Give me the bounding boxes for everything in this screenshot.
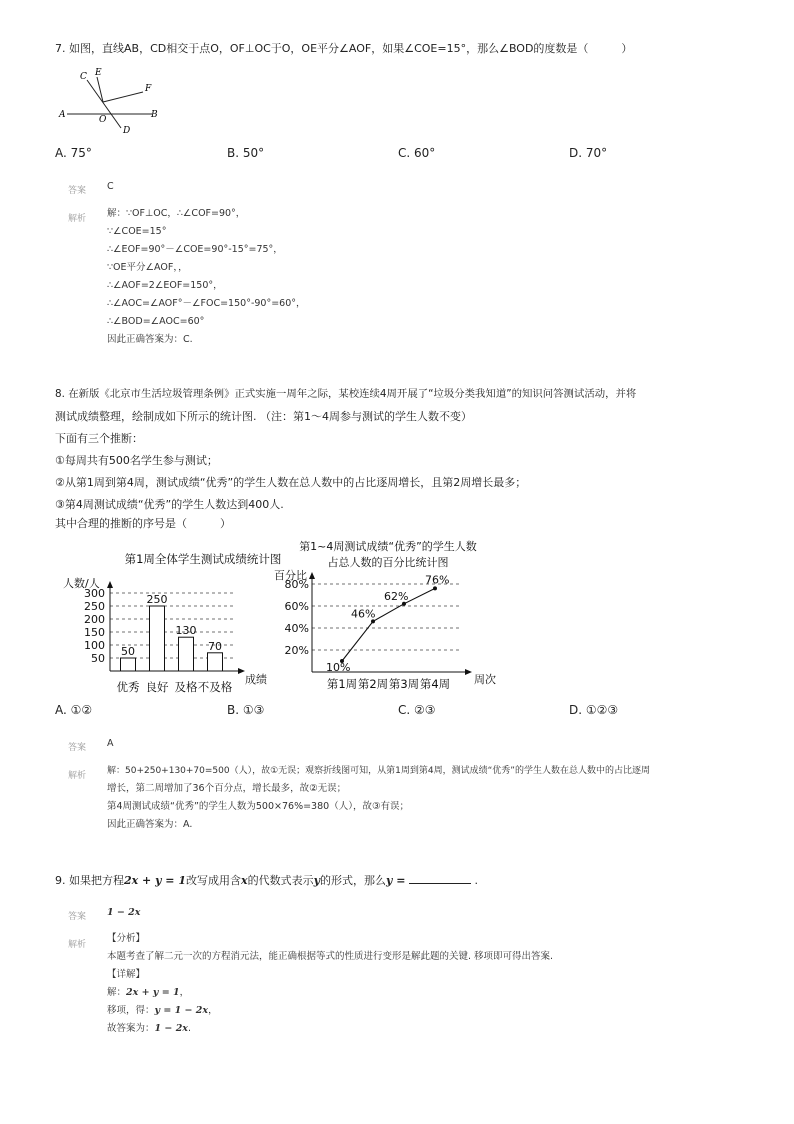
q9-step-3-eq: 1 − 2x	[154, 1023, 188, 1034]
q7-analysis-line-1: 解：∵OF⊥OC，∴∠COF=90°，	[107, 208, 246, 219]
q9-y-equals: y =	[385, 874, 406, 887]
q9-stem-pre: 9. 如果把方程	[55, 874, 124, 887]
line-y-tick-label: 80%	[284, 578, 309, 591]
q7-option-a[interactable]: A. 75°	[55, 146, 92, 160]
line-data-label: 62%	[384, 589, 409, 603]
q7-analysis-line-8: 因此正确答案为：C.	[107, 334, 193, 345]
q7-answer-tag: 答案	[68, 186, 87, 196]
q7-option-b[interactable]: B. 50°	[227, 146, 265, 160]
q7-analysis-line-5: ∴∠AOF=2∠EOF=150°，	[107, 280, 223, 291]
bar-category-label: 及格	[174, 680, 198, 694]
bar-y-axis-arrow	[107, 581, 113, 588]
bar-data-label: 250	[146, 593, 168, 606]
bar-x-axis-arrow	[238, 668, 245, 674]
q8-answer-tag: 答案	[68, 743, 87, 753]
bar-chart-ylabel: 人数/人	[63, 577, 100, 590]
line-y-tick-label: 20%	[284, 644, 309, 657]
line-chart-ylabel: 百分比	[274, 569, 307, 582]
q9-step-3-end: .	[187, 1023, 192, 1034]
bar	[179, 637, 194, 671]
q9-step-3-pre: 故答案为：	[107, 1023, 155, 1034]
label-e: E	[95, 68, 102, 78]
q8-analysis-line-4: 因此正确答案为：A.	[107, 819, 193, 830]
bar-y-tick-label: 50	[91, 652, 105, 665]
bar-y-tick-label: 100	[84, 639, 105, 652]
q7-analysis-line-4: ∵OE平分∠AOF，，	[107, 262, 188, 273]
q7-analysis-tag: 解析	[68, 214, 87, 224]
q9-equation: 2x + y = 1	[124, 874, 187, 887]
label-d: D	[123, 126, 131, 136]
bar	[150, 606, 165, 671]
line-chart	[262, 536, 512, 696]
q9-step-2-pre: 移项，得：	[107, 1005, 155, 1016]
q8-analysis-line-1: 解：50+250+130+70=500（人），故①无误；观察折线图可知，从第1周到第4周，测试成绩“优秀”的学生人数在总人数中的占比逐周	[107, 766, 650, 776]
q9-stem-mid1: 改写成用含	[186, 874, 242, 887]
q9-step-1	[107, 984, 189, 1002]
q7-stem: 7. 如图，直线AB，CD相交于点O，OF⊥OC于O，OE平分∠AOF，如果∠COE=15°，那么∠BOD的度数是（ ）	[55, 42, 633, 55]
line-point	[433, 586, 437, 590]
q8-stem-line-1: 8. 在新版《北京市生活垃圾管理条例》正式实施一周年之际，某校连续4周开展了“垃圾分类我知道”的知识问答测试活动，并将	[55, 388, 637, 400]
bar-chart	[55, 538, 285, 698]
q9-step-1-end: ，	[179, 987, 190, 998]
q9-step-1-eq: 2x + y = 1	[126, 987, 180, 998]
bar	[121, 658, 136, 671]
line-chart-xlabel: 周次	[474, 673, 496, 686]
q8-option-a[interactable]: A. ①②	[55, 703, 93, 717]
label-a: A	[59, 110, 66, 120]
bar-chart-title: 第1周全体学生测试成绩统计图	[124, 552, 282, 566]
line-x-axis-arrow	[465, 669, 472, 675]
q8-stem-line-6: ③第4周测试成绩“优秀”的学生人数达到400人.	[55, 498, 284, 511]
q7-option-d[interactable]: D. 70°	[569, 146, 608, 160]
bar-y-tick-label: 300	[84, 587, 105, 600]
line-category-label: 第4周	[419, 677, 451, 691]
q9-answer: 1 − 2x	[107, 907, 141, 918]
q8-option-d[interactable]: D. ①②③	[569, 703, 619, 717]
line-data-label: 46%	[351, 607, 376, 621]
bar-chart-xlabel: 成绩	[245, 673, 267, 686]
q8-stem-line-5: ②从第1周到第4周，测试成绩“优秀”的学生人数在总人数中的占比逐周增长，且第2周增长最多；	[55, 476, 527, 489]
q7-analysis-line-3: ∴∠EOF=90°－∠COE=90°-15°=75°，	[107, 244, 283, 255]
line-category-label: 第1周	[326, 677, 358, 691]
bar	[208, 653, 223, 671]
q7-option-c[interactable]: C. 60°	[398, 146, 436, 160]
line-chart-title-1: 第1~4周测试成绩“优秀”的学生人数	[299, 540, 477, 553]
q9-stem-mid2: 的代数式表示	[247, 874, 314, 887]
label-o: O	[99, 115, 107, 125]
q9-analysis-text: 本题考查了解二元一次的方程消元法，能正确根据等式的性质进行变形是解此题的关键. 移项即可得出答案.	[107, 951, 554, 962]
line-data-label: 10%	[326, 661, 351, 674]
line-category-label: 第2周	[357, 677, 389, 691]
line-chart-title-2: 占总人数的百分比统计图	[327, 556, 449, 569]
bar-y-tick-label: 150	[84, 626, 105, 639]
bar-data-label: 130	[175, 624, 197, 638]
line-data-label: 76%	[425, 573, 450, 587]
q9-step-2	[107, 1002, 218, 1020]
q8-stem-line-4: ①每周共有500名学生参与测试；	[55, 454, 218, 467]
q8-stem-line-7: 其中合理的推断的序号是（ ）	[55, 517, 231, 530]
q8-analysis-line-3: 第4周测试成绩“优秀”的学生人数为500×76%=380（人），故③有误；	[107, 801, 409, 812]
q9-analysis-head-2: 【详解】	[107, 969, 146, 980]
line-y-tick-label: 40%	[284, 622, 309, 635]
bar-category-label: 良好	[145, 680, 169, 694]
q8-option-b[interactable]: B. ①③	[227, 703, 265, 717]
q9-stem	[55, 871, 478, 890]
q9-step-3	[107, 1020, 191, 1038]
q7-analysis-line-2: ∵∠COE=15°	[107, 226, 167, 237]
q7-analysis-line-7: ∴∠BOD=∠AOC=60°	[107, 316, 205, 327]
q9-var-x: x	[241, 874, 248, 887]
q9-stem-end: .	[474, 874, 478, 887]
bar-y-tick-label: 250	[84, 600, 105, 613]
line-y-axis-arrow	[309, 572, 315, 579]
q9-analysis-head-1: 【分析】	[107, 933, 146, 944]
label-f: F	[145, 84, 152, 94]
bar-y-tick-label: 200	[84, 613, 105, 626]
label-c: C	[80, 72, 87, 82]
q7-answer: C	[107, 181, 114, 192]
q9-step-2-end: ，	[208, 1005, 218, 1016]
line-y-tick-label: 60%	[284, 600, 309, 613]
q8-stem-line-2: 测试成绩整理，绘制成如下所示的统计图. （注：第1～4周参与测试的学生人数不变）	[55, 410, 472, 423]
q8-stem-line-3: 下面有三个推断：	[55, 432, 143, 445]
label-b: B	[151, 110, 158, 120]
q9-var-y: y	[313, 874, 320, 887]
q9-stem-mid3: 的形式，那么	[319, 874, 386, 887]
bar-data-label: 50	[121, 645, 135, 658]
line-category-label: 第3周	[388, 677, 420, 691]
bar-category-label: 优秀	[116, 680, 140, 694]
q7-figure	[55, 66, 175, 146]
q7-analysis-line-6: ∴∠AOC=∠AOF°－∠FOC=150°-90°=60°，	[107, 298, 306, 309]
bar-data-label: 70	[208, 639, 222, 653]
q8-option-c[interactable]: C. ②③	[398, 703, 436, 717]
q8-answer: A	[107, 738, 114, 749]
q9-step-2-eq: y = 1 − 2x	[154, 1005, 209, 1016]
q9-answer-blank[interactable]	[409, 871, 471, 884]
q9-analysis-tag: 解析	[68, 940, 87, 950]
q9-answer-tag: 答案	[68, 912, 87, 922]
bar-category-label: 不及格	[197, 680, 233, 694]
q9-step-1-pre: 解：	[107, 987, 127, 998]
q8-analysis-tag: 解析	[68, 771, 87, 781]
q8-analysis-line-2: 增长，第二周增加了36个百分点，增长最多，故②无误；	[107, 783, 347, 794]
ray-of	[103, 92, 143, 102]
